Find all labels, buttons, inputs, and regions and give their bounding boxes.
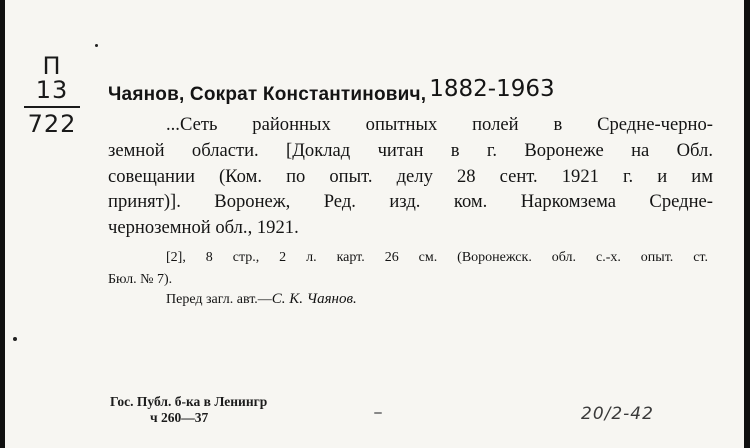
library-stamp	[110, 394, 267, 426]
description-line-2: земной области. [Доклад читан в г. Воронеже на Обл.	[108, 139, 713, 161]
title-description	[108, 112, 713, 241]
author-note-name: С. К. Чаянов.	[271, 291, 357, 307]
ink-speck	[13, 337, 17, 341]
ink-speck	[374, 412, 382, 414]
description-line-5: черноземной обл., 1921.	[108, 217, 299, 239]
handwritten-number: 20/2-42	[581, 404, 654, 424]
collation	[108, 247, 708, 291]
collation-line-2: Бюл. № 7).	[108, 272, 173, 287]
description-line-3: совещании (Ком. по опыт. делу 28 сент. 1921 г. и им	[108, 165, 713, 187]
call-number-top: П 13	[35, 52, 69, 104]
catalog-card	[5, 0, 744, 448]
collation-line-1: [2], 8 стр., 2 л. карт. 26 см. (Воронежск. обл. с.-х. опыт. ст.	[166, 250, 708, 265]
author-dates: 1882-1963	[429, 76, 555, 102]
author-name: Чаянов, Сократ Константинович,	[108, 84, 427, 105]
library-stamp-line-1: Гос. Публ. б-ка в Ленингр	[110, 394, 268, 409]
author-heading	[108, 76, 555, 106]
library-stamp-line-2: ч 260—37	[150, 410, 209, 425]
description-line-4: принят)]. Воронеж, Ред. изд. ком. Наркомзема Средне-	[108, 191, 713, 213]
call-number-divider	[24, 106, 80, 108]
call-number	[22, 54, 82, 136]
author-note	[166, 291, 357, 308]
author-note-prefix: Перед загл. авт.—	[166, 292, 272, 307]
ink-speck	[95, 44, 98, 47]
call-number-bottom: 722	[27, 110, 77, 138]
description-line-1: ...Сеть районных опытных полей в Средне-черно-	[166, 114, 713, 135]
